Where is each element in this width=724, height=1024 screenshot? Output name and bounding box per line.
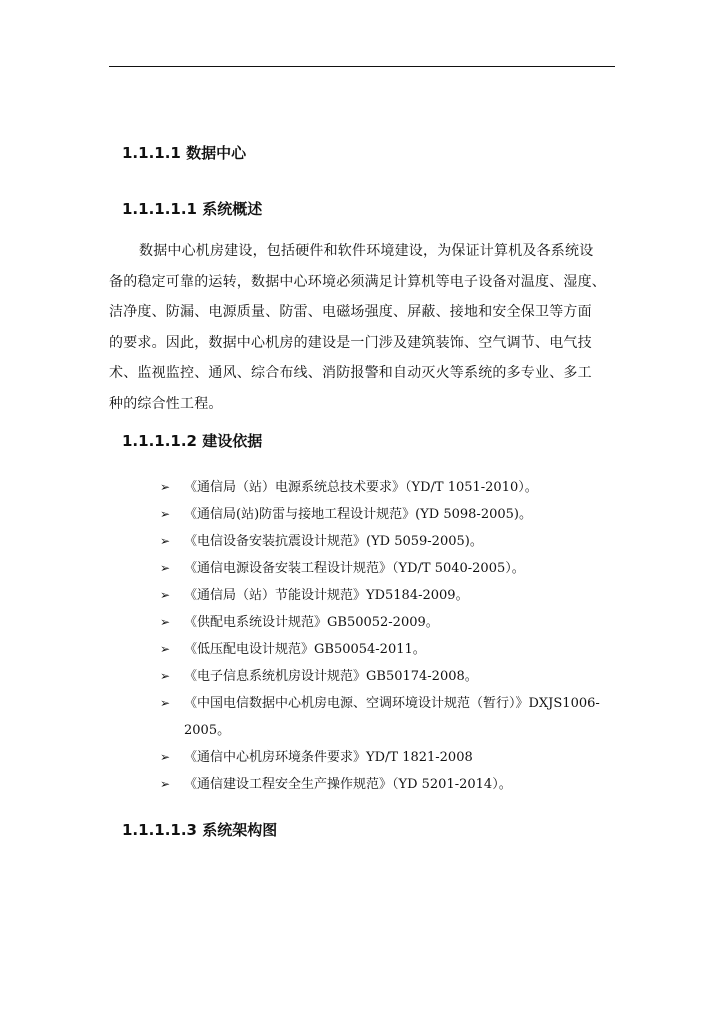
- reference-text: 《通信局（站）节能设计规范》YD5184-2009。: [184, 588, 469, 603]
- paragraph-line: 术、监视监控、通风、综合布线、消防报警和自动灭火等系统的多专业、多工: [109, 365, 592, 381]
- overview-paragraph: [109, 236, 629, 419]
- section-heading-data-center: 1.1.1.1 数据中心: [122, 144, 247, 162]
- reference-text: 《低压配电设计规范》GB50054-2011。: [184, 642, 426, 657]
- reference-text: 《电信设备安装抗震设计规范》(YD 5059-2005)。: [184, 534, 483, 549]
- arrow-bullet-icon: ➢: [160, 669, 171, 683]
- arrow-bullet-icon: ➢: [160, 750, 171, 764]
- list-item: [160, 555, 620, 582]
- section-heading-construction-basis: 1.1.1.1.2 建设依据: [122, 432, 263, 450]
- reference-text: 《通信电源设备安装工程设计规范》（YD/T 5040-2005）。: [184, 561, 525, 576]
- list-item: [160, 501, 620, 528]
- arrow-bullet-icon: ➢: [160, 777, 171, 791]
- paragraph-line: 备的稳定可靠的运转，数据中心环境必须满足计算机等电子设备对温度、湿度、: [109, 273, 606, 290]
- reference-text: 《供配电系统设计规范》GB50052-2009。: [184, 615, 439, 630]
- arrow-bullet-icon: ➢: [160, 507, 171, 521]
- list-item: [160, 474, 620, 501]
- reference-text: 《通信建设工程安全生产操作规范》（YD 5201-2014）。: [184, 777, 512, 792]
- reference-text: 《电子信息系统机房设计规范》GB50174-2008。: [184, 669, 478, 684]
- arrow-bullet-icon: ➢: [160, 480, 171, 494]
- list-item: [160, 744, 620, 771]
- arrow-bullet-icon: ➢: [160, 588, 171, 602]
- reference-text: 《通信局（站）电源系统总技术要求》（YD/T 1051-2010）。: [184, 480, 538, 495]
- reference-text: 《通信中心机房环境条件要求》YD/T 1821-2008: [184, 750, 473, 765]
- section-heading-system-architecture: 1.1.1.1.3 系统架构图: [122, 821, 278, 839]
- reference-text: 《中国电信数据中心机房电源、空调环境设计规范（暂行）》DXJS1006-2005。: [184, 696, 600, 738]
- list-item: [160, 582, 620, 609]
- list-item: [160, 663, 620, 690]
- reference-list: [160, 474, 620, 798]
- arrow-bullet-icon: ➢: [160, 696, 171, 710]
- paragraph-line: 数据中心机房建设，包括硬件和软件环境建设，为保证计算机及各系统设: [139, 243, 594, 259]
- arrow-bullet-icon: ➢: [160, 642, 171, 656]
- list-item: [160, 636, 620, 663]
- paragraph-line: 种的综合性工程。: [109, 395, 223, 412]
- list-item: [160, 690, 620, 744]
- paragraph-line: 的要求。因此，数据中心机房的建设是一门涉及建筑装饰、空气调节、电气技: [109, 334, 592, 351]
- list-item: [160, 771, 620, 798]
- header-rule: [109, 66, 615, 67]
- arrow-bullet-icon: ➢: [160, 615, 171, 629]
- paragraph-line: 洁净度、防漏、电源质量、防雷、电磁场强度、屏蔽、接地和安全保卫等方面: [109, 304, 592, 320]
- arrow-bullet-icon: ➢: [160, 534, 171, 548]
- reference-text: 《通信局(站)防雷与接地工程设计规范》(YD 5098-2005)。: [184, 507, 532, 522]
- section-heading-system-overview: 1.1.1.1.1 系统概述: [122, 200, 263, 218]
- list-item: [160, 609, 620, 636]
- arrow-bullet-icon: ➢: [160, 561, 171, 575]
- list-item: [160, 528, 620, 555]
